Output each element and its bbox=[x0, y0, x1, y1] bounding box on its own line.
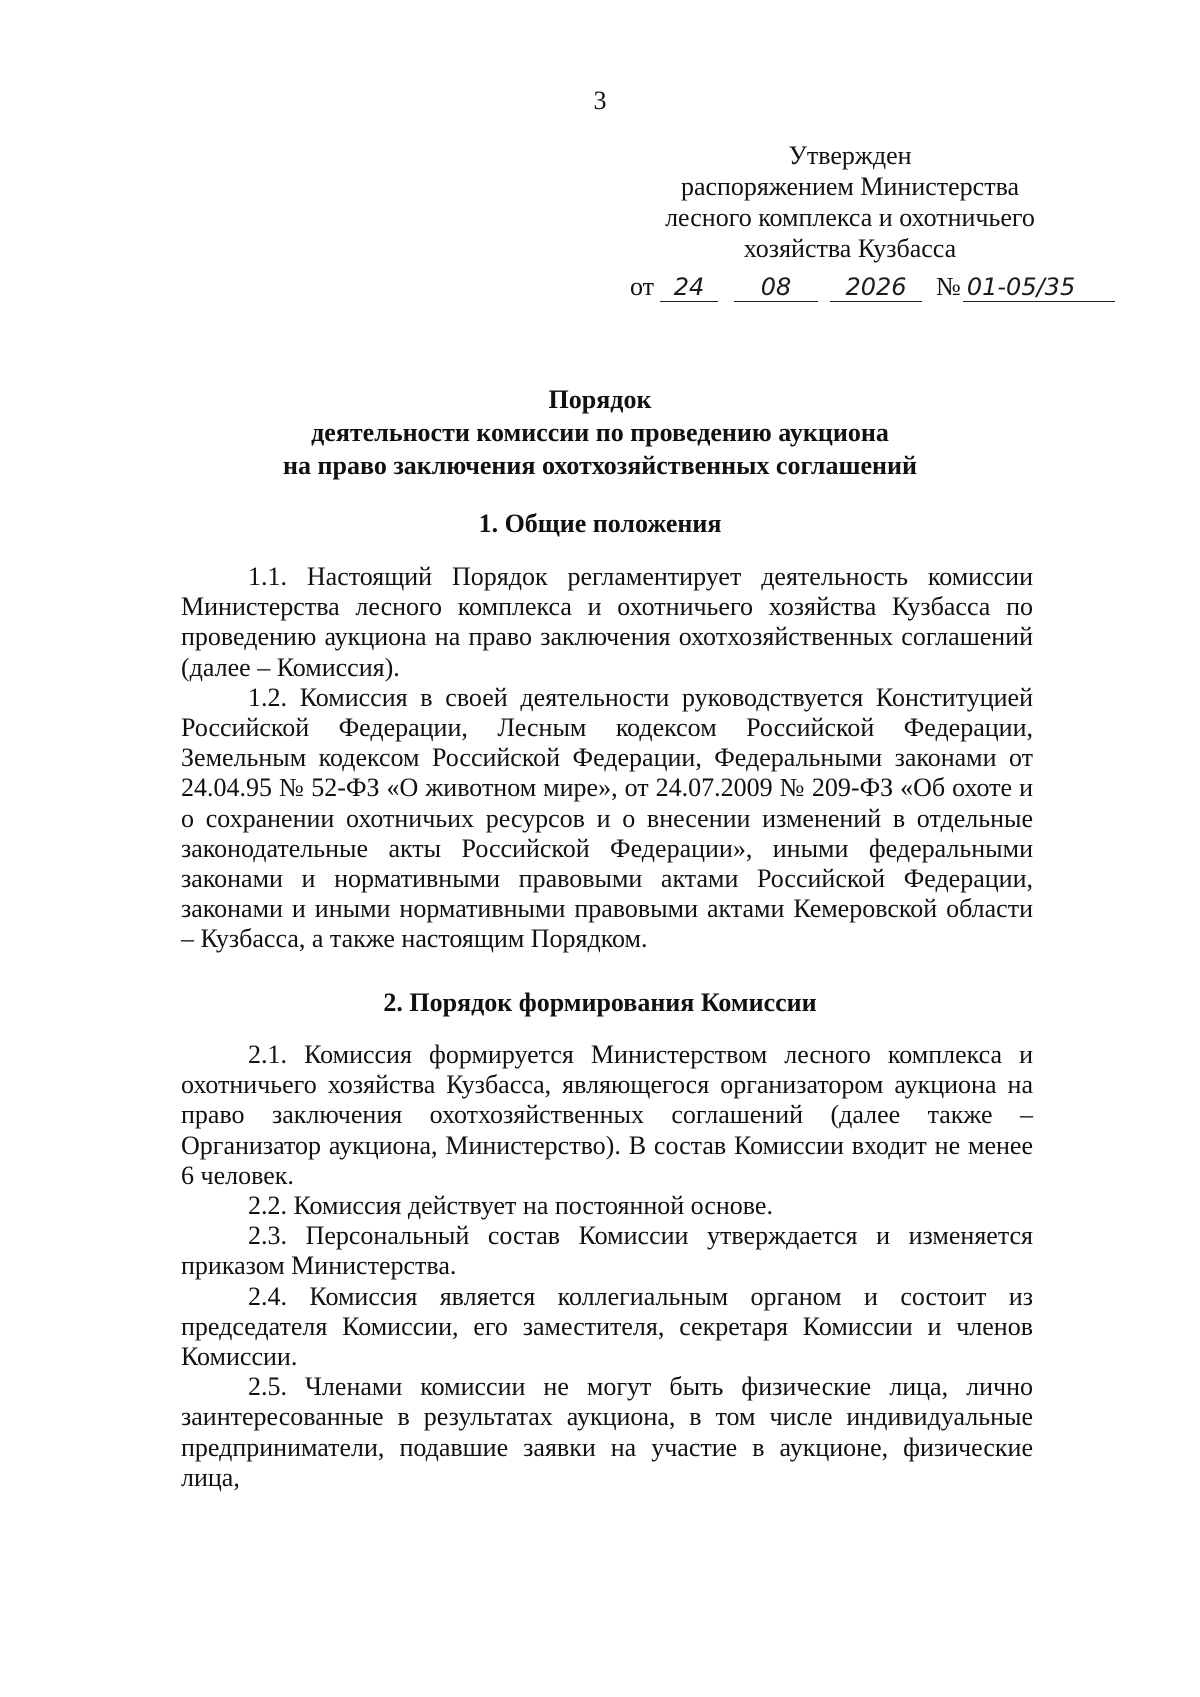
approval-line: хозяйства Кузбасса bbox=[743, 234, 957, 263]
approval-date-line bbox=[630, 270, 1130, 304]
title-line: Порядок bbox=[548, 385, 652, 414]
section-body-formation bbox=[181, 1040, 1033, 1493]
paragraph: 2.2. Комиссия действует на постоянной основе. bbox=[248, 1191, 773, 1221]
approval-line: распоряжением Министерства bbox=[680, 172, 1020, 201]
section-body-general bbox=[181, 562, 1033, 955]
paragraph: 1.2. Комиссия в своей деятельности руководствуется Конституцией Российской Федерации, Лесным кодексом Российской Федерации, Земельным кодексом Российской Федерации, Федеральными законами от 24.04.95 № 52-ФЗ «О животном мире», от 24.07.2009 № 209-ФЗ «Об охоте и о сохранении охотничьих ресурсов и о внесении изменений в отдельные законодательные акты Российской Федерации», иными федеральными законами и нормативными правовыми актами Российской Федерации, законами и иными нормативными правовыми актами Кемеровской области – Кузбасса, а также настоящим Порядком. bbox=[181, 682, 1033, 954]
title-line: деятельности комиссии по проведению аукциона bbox=[311, 418, 889, 447]
approval-stamp bbox=[620, 140, 1080, 264]
date-prefix: от bbox=[630, 272, 655, 301]
paragraph: 1.1. Настоящий Порядок регламентирует деятельность комиссии Министерства лесного комплекса и охотничьего хозяйства Кузбасса по проведению аукциона на право заключения охотхозяйственных соглашений (далее – Комиссия). bbox=[181, 562, 1033, 682]
paragraph: 2.3. Персональный состав Комиссии утверждается и изменяется приказом Министерства. bbox=[181, 1221, 1033, 1281]
handwritten-year: 2026 bbox=[830, 273, 922, 302]
paragraph: 2.1. Комиссия формируется Министерством лесного комплекса и охотничьего хозяйства Кузбасса, являющегося организатором аукциона на право заключения охотхозяйственных соглашений (далее также – Организатор аукциона, Министерство). В состав Комиссии входит не менее 6 человек. bbox=[181, 1040, 1033, 1190]
section-heading-general: 1. Общие положения bbox=[478, 509, 722, 538]
number-sign: № bbox=[936, 272, 961, 301]
handwritten-month: 08 bbox=[734, 273, 818, 302]
handwritten-document-number: 01-05/35 bbox=[963, 273, 1115, 302]
document-title bbox=[0, 383, 1200, 482]
approval-line: Утвержден bbox=[788, 141, 912, 170]
paragraph: 2.5. Членами комиссии не могут быть физические лица, лично заинтересованные в результатах аукциона, в том числе индивидуальные предприниматели, подавшие заявки на участие в аукционе, физические лица, bbox=[181, 1372, 1033, 1492]
title-line: на право заключения охотхозяйственных соглашений bbox=[283, 451, 917, 480]
handwritten-day: 24 bbox=[660, 273, 718, 302]
paragraph: 2.4. Комиссия является коллегиальным органом и состоит из председателя Комиссии, его заместителя, секретаря Комиссии и членов Комиссии. bbox=[181, 1281, 1033, 1372]
approval-line: лесного комплекса и охотничьего bbox=[665, 203, 1035, 232]
section-heading-formation: 2. Порядок формирования Комиссии bbox=[383, 988, 817, 1017]
page-number: 3 bbox=[593, 86, 607, 115]
